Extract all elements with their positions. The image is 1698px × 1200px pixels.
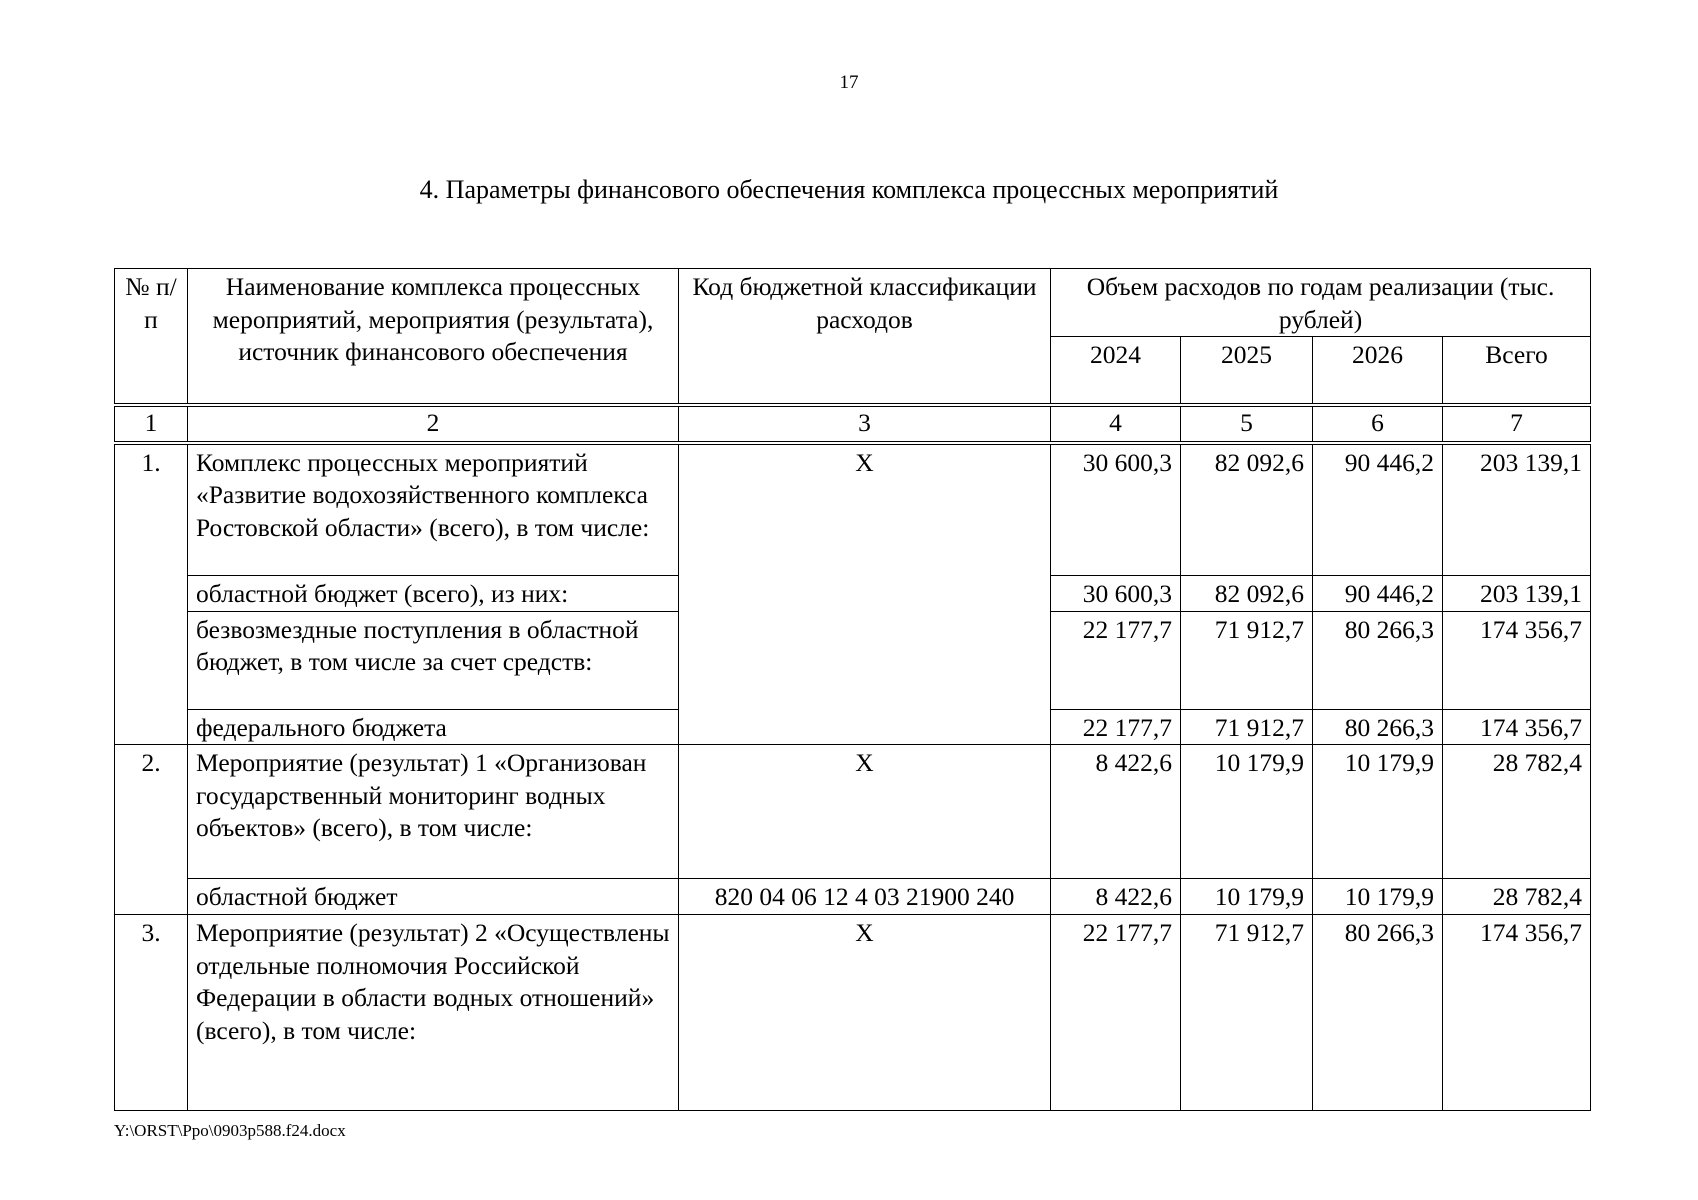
row-num: 2. bbox=[115, 745, 188, 915]
row-name: областной бюджет (всего), из них: bbox=[188, 576, 679, 612]
row-code: 820 04 06 12 4 03 21900 240 bbox=[679, 879, 1051, 915]
cell-2025: 82 092,6 bbox=[1181, 443, 1313, 576]
column-number: 3 bbox=[679, 405, 1051, 443]
cell-2025: 71 912,7 bbox=[1181, 915, 1313, 1111]
table-header-row bbox=[115, 269, 1591, 337]
cell-total: 203 139,1 bbox=[1443, 443, 1591, 576]
section-title: 4. Параметры финансового обеспечения комплекса процессных мероприятий bbox=[419, 175, 1279, 204]
cell-total: 28 782,4 bbox=[1443, 879, 1591, 915]
cell-2024: 8 422,6 bbox=[1051, 879, 1181, 915]
cell-2024: 8 422,6 bbox=[1051, 745, 1181, 879]
cell-2025: 10 179,9 bbox=[1181, 745, 1313, 879]
row-code: Х bbox=[679, 443, 1051, 745]
footer-file-path: Y:\ORST\Ppo\0903p588.f24.docx bbox=[114, 1121, 346, 1140]
cell-total: 174 356,7 bbox=[1443, 709, 1591, 745]
column-number: 1 bbox=[115, 405, 188, 443]
table-row bbox=[115, 915, 1591, 1111]
row-name: Мероприятие (результат) 2 «Осуществлены отдельные полномочия Российской Федерации в области водных отношений» (всего), в том числе: bbox=[188, 915, 679, 1111]
column-number-row bbox=[115, 405, 1591, 443]
page-number: 17 bbox=[839, 72, 859, 93]
header-num: № п/п bbox=[115, 269, 188, 405]
financing-table bbox=[114, 268, 1591, 1111]
header-year-2025: 2025 bbox=[1181, 337, 1313, 405]
cell-2026: 10 179,9 bbox=[1313, 879, 1443, 915]
cell-total: 203 139,1 bbox=[1443, 576, 1591, 612]
row-num: 1. bbox=[115, 443, 188, 745]
cell-2026: 10 179,9 bbox=[1313, 745, 1443, 879]
header-code: Код бюджетной классификации расходов bbox=[679, 269, 1051, 405]
column-number: 4 bbox=[1051, 405, 1181, 443]
cell-2024: 30 600,3 bbox=[1051, 576, 1181, 612]
table-row bbox=[115, 879, 1591, 915]
row-num: 3. bbox=[115, 915, 188, 1111]
row-name: Мероприятие (результат) 1 «Организован государственный мониторинг водных объектов» (всего), в том числе: bbox=[188, 745, 679, 879]
header-year-2024: 2024 bbox=[1051, 337, 1181, 405]
table-row bbox=[115, 745, 1591, 879]
column-number: 6 bbox=[1313, 405, 1443, 443]
cell-2026: 80 266,3 bbox=[1313, 915, 1443, 1111]
cell-2024: 30 600,3 bbox=[1051, 443, 1181, 576]
cell-2025: 71 912,7 bbox=[1181, 709, 1313, 745]
row-name: безвозмездные поступления в областной бюджет, в том числе за счет средств: bbox=[188, 611, 679, 709]
cell-2026: 80 266,3 bbox=[1313, 709, 1443, 745]
cell-total: 174 356,7 bbox=[1443, 915, 1591, 1111]
column-number: 2 bbox=[188, 405, 679, 443]
cell-2025: 10 179,9 bbox=[1181, 879, 1313, 915]
cell-2025: 71 912,7 bbox=[1181, 611, 1313, 709]
column-number: 5 bbox=[1181, 405, 1313, 443]
header-name: Наименование комплекса процессных мероприятий, мероприятия (результата), источник финансового обеспечения bbox=[188, 269, 679, 405]
cell-2026: 90 446,2 bbox=[1313, 443, 1443, 576]
cell-2024: 22 177,7 bbox=[1051, 709, 1181, 745]
cell-2026: 90 446,2 bbox=[1313, 576, 1443, 612]
table-row bbox=[115, 443, 1591, 576]
row-name: областной бюджет bbox=[188, 879, 679, 915]
row-code: Х bbox=[679, 745, 1051, 879]
row-code: Х bbox=[679, 915, 1051, 1111]
row-name: Комплекс процессных мероприятий «Развитие водохозяйственного комплекса Ростовской области» (всего), в том числе: bbox=[188, 443, 679, 576]
cell-2024: 22 177,7 bbox=[1051, 611, 1181, 709]
header-volume: Объем расходов по годам реализации (тыс. рублей) bbox=[1051, 269, 1591, 337]
row-name: федерального бюджета bbox=[188, 709, 679, 745]
cell-total: 28 782,4 bbox=[1443, 745, 1591, 879]
cell-2025: 82 092,6 bbox=[1181, 576, 1313, 612]
cell-total: 174 356,7 bbox=[1443, 611, 1591, 709]
column-number: 7 bbox=[1443, 405, 1591, 443]
cell-2024: 22 177,7 bbox=[1051, 915, 1181, 1111]
cell-2026: 80 266,3 bbox=[1313, 611, 1443, 709]
header-year-2026: 2026 bbox=[1313, 337, 1443, 405]
header-total: Всего bbox=[1443, 337, 1591, 405]
